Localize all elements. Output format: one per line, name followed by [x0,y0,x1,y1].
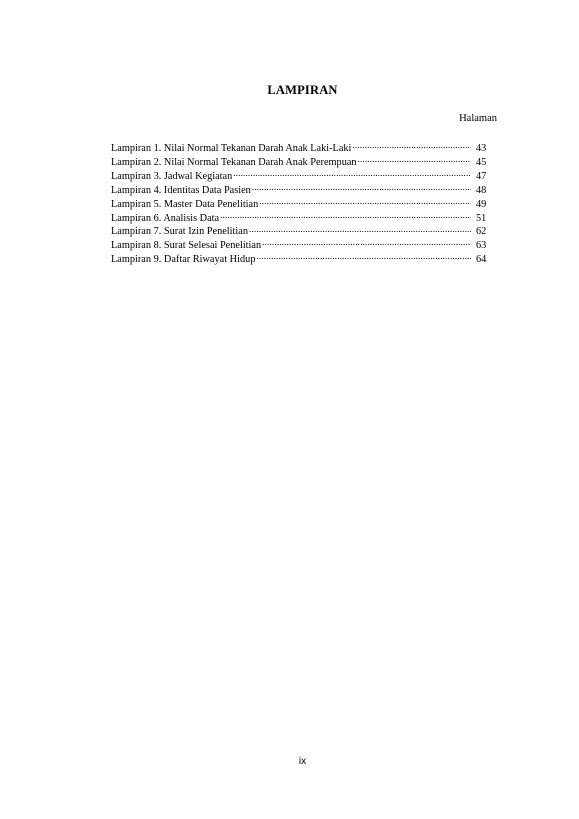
appendix-entry [111,252,490,266]
dot-leader [259,197,471,207]
appendix-entry-label: Lampiran 7. Surat Izin Penelitian [111,226,248,238]
appendix-entry-label: Lampiran 2. Nilai Normal Tekanan Darah Anak Perempuan [111,156,357,168]
dot-leader [262,238,471,248]
appendix-entry [111,197,490,211]
appendix-entry [111,169,490,183]
appendix-entry [111,211,490,225]
appendix-entry-page: 62 [476,226,487,238]
appendix-entry-page: 63 [476,240,487,252]
dot-leader [352,141,471,151]
appendix-entry-label: Lampiran 3. Jadwal Kegiatan [111,170,233,182]
appendix-entry-page: 47 [476,170,487,182]
appendix-entry [111,183,490,197]
dot-leader [220,211,471,221]
appendix-entry-label: Lampiran 6. Analisis Data [111,212,220,224]
appendix-entry-label: Lampiran 9. Daftar Riwayat Hidup [111,254,256,266]
appendix-entry [111,224,490,238]
page-title: LAMPIRAN [267,83,338,97]
appendix-entry-page: 43 [476,143,487,154]
appendix-entry-page: 48 [476,184,487,196]
appendix-entry-label: Lampiran 4. Identitas Data Pasien [111,184,251,196]
appendix-entry-label: Lampiran 8. Surat Selesai Penelitian [111,240,262,252]
appendix-entry-page: 64 [476,254,487,266]
dot-leader [358,155,471,165]
appendix-entry-page: 49 [476,198,487,210]
appendix-entry-page: 45 [476,156,487,168]
page-column-header: Halaman [459,113,497,124]
appendix-entry-label: Lampiran 5. Master Data Penelitian [111,198,259,210]
appendix-entry [111,155,490,169]
appendix-entry-page: 51 [476,212,487,224]
page-number: ix [298,756,307,767]
dot-leader [252,183,471,193]
appendix-entry [111,238,490,252]
appendix-list [111,141,490,266]
dot-leader [256,252,471,262]
appendix-entry-label: Lampiran 1. Nilai Normal Tekanan Darah Anak Laki-Laki [111,143,352,154]
appendix-entry [111,141,490,155]
dot-leader [249,224,471,234]
dot-leader [233,169,471,179]
